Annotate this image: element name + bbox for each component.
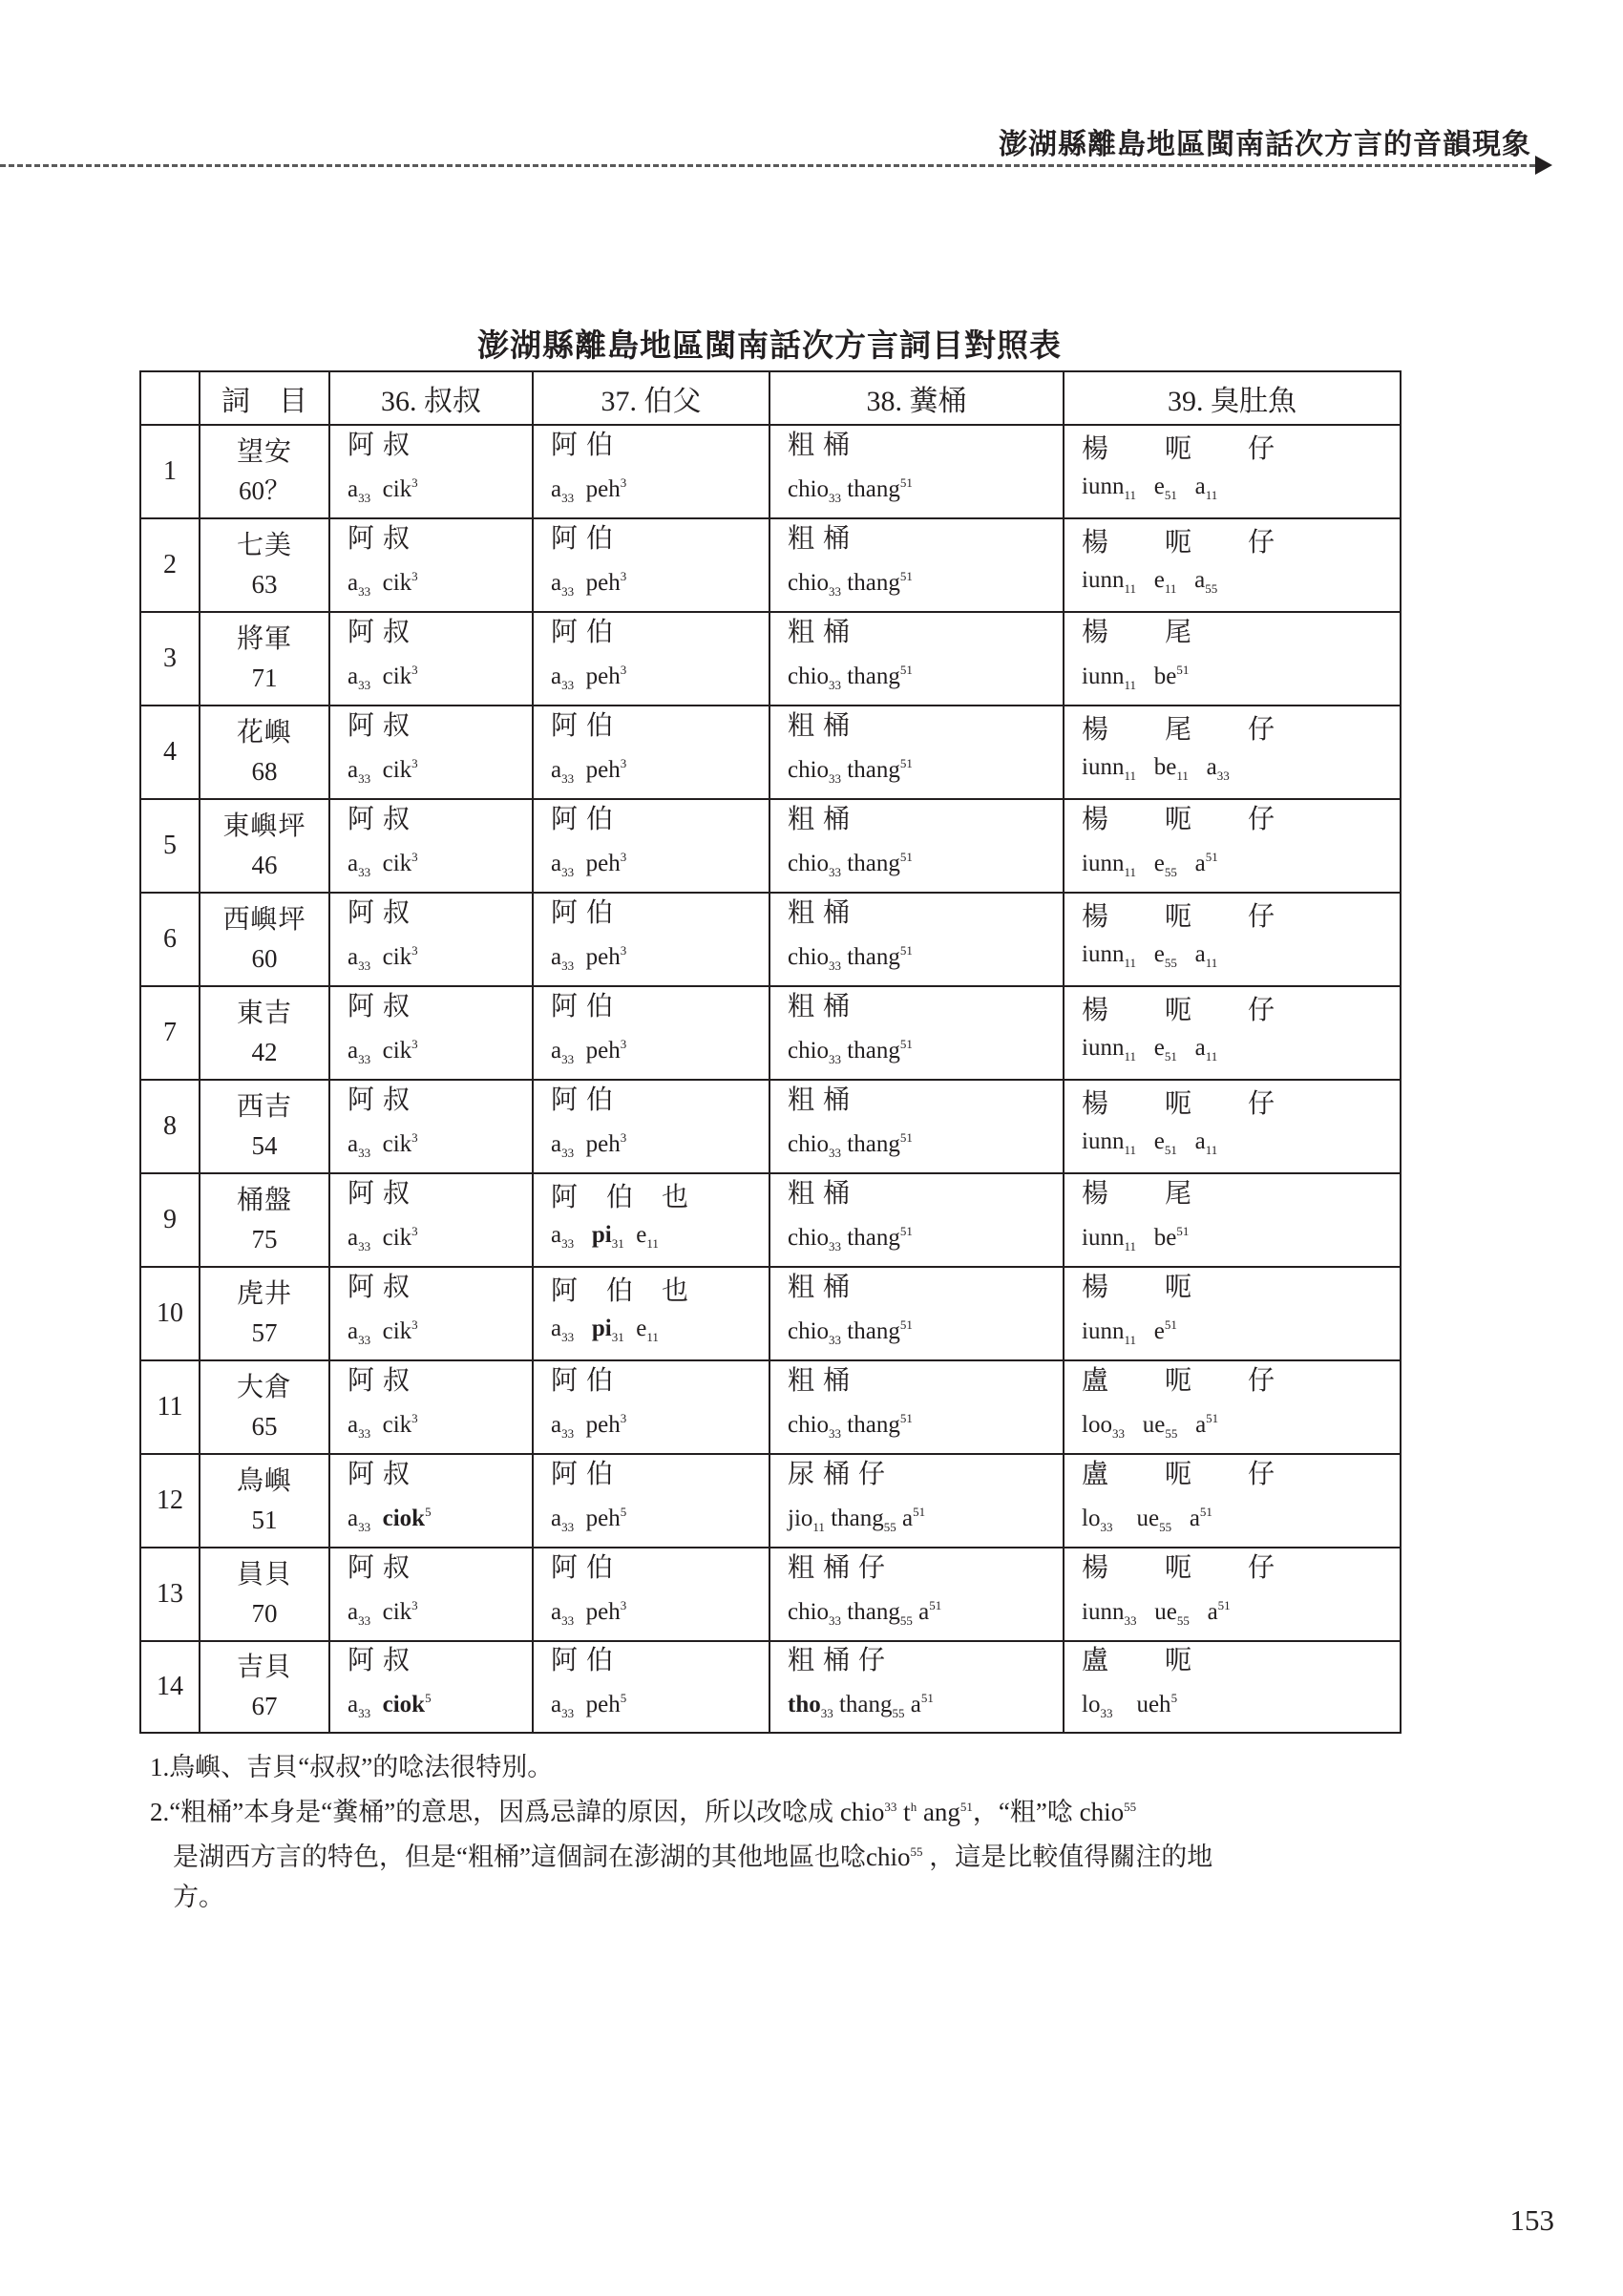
informant-age: 46 <box>251 851 278 879</box>
chinese-characters: 粗 桶 <box>788 524 852 554</box>
informant-cell <box>200 612 329 706</box>
place-name: 吉貝 <box>236 1653 292 1682</box>
romanization: $a_{33}$ peh$^5$ <box>551 1691 627 1720</box>
chinese-characters: 阿 叔 <box>348 524 411 554</box>
informant-cell <box>200 1267 329 1360</box>
chinese-characters: 盧 呃 <box>1082 1646 1193 1675</box>
romanization: chio$_{33}$ thang$^{51}$ <box>788 850 913 879</box>
informant-age: 75 <box>251 1225 278 1253</box>
romanization: $a_{33}$ peh$^3$ <box>551 943 627 973</box>
chinese-characters: 楊 呃 仔 <box>1082 527 1276 558</box>
header-rabbitfish: 39. 臭肚魚 <box>1064 371 1401 425</box>
footnote-2-line-2: 是湖西方言的特色，但是“粗桶”這個詞在澎湖的其他地區也唸chio$^{55}$ ，這是比較值得關注的地 <box>173 1843 1213 1871</box>
chinese-characters: 粗 桶 <box>788 898 852 928</box>
romanization: chio$_{33}$ thang$_{55}$ $a^{51}$ <box>788 1598 942 1628</box>
header-elder-uncle: 37. 伯父 <box>533 371 769 425</box>
form-cell-c38 <box>769 1454 1064 1548</box>
chinese-characters: 阿 伯 <box>551 1646 615 1675</box>
table-row <box>140 1080 1401 1173</box>
romanization: iunn$_{11}$ $e_{51}$ $a_{11}$ <box>1082 473 1218 502</box>
chinese-characters: 阿 叔 <box>348 1646 411 1675</box>
romanization: $a_{33}$ cik$^3$ <box>348 1411 418 1441</box>
romanization: chio$_{33}$ thang$^{51}$ <box>788 1130 913 1160</box>
form-cell-c36 <box>329 799 533 893</box>
informant-cell <box>200 799 329 893</box>
form-cell-c37 <box>533 1173 769 1267</box>
romanization: $a_{33}$ cik$^3$ <box>348 1317 418 1347</box>
form-cell-c36 <box>329 1454 533 1548</box>
chinese-characters: 阿 伯 <box>551 431 615 460</box>
chinese-characters: 阿 叔 <box>348 711 411 741</box>
romanization: chio$_{33}$ thang$^{51}$ <box>788 475 913 505</box>
table-row <box>140 1360 1401 1454</box>
form-cell-c37 <box>533 425 769 518</box>
form-cell-c36 <box>329 612 533 706</box>
form-cell-c37 <box>533 986 769 1080</box>
row-number: 10 <box>140 1267 200 1360</box>
chinese-characters: 阿 伯 也 <box>551 1182 690 1212</box>
form-cell-c36 <box>329 1173 533 1267</box>
form-cell-c39 <box>1064 799 1401 893</box>
chinese-characters: 阿 伯 <box>551 1553 615 1583</box>
romanization: $lo_{33}$ $ue_{55}$ $a^{51}$ <box>1082 1505 1212 1534</box>
form-cell-c39 <box>1064 1080 1401 1173</box>
form-cell-c38 <box>769 1173 1064 1267</box>
chinese-characters: 粗 桶 <box>788 431 852 460</box>
table-row <box>140 518 1401 612</box>
chinese-characters: 阿 伯 <box>551 1366 615 1396</box>
chinese-characters: 阿 伯 <box>551 711 615 741</box>
row-number: 1 <box>140 425 200 518</box>
row-number: 13 <box>140 1548 200 1641</box>
romanization: $a_{33}$ cik$^3$ <box>348 943 418 973</box>
footnote-1: 1.鳥嶼、吉貝“叔叔”的唸法很特別。 <box>150 1753 554 1781</box>
romanization: iunn$_{11}$ $be_{11}$ $a_{33}$ <box>1082 753 1230 783</box>
informant-age: 63 <box>251 570 278 599</box>
romanization: $a_{33}$ ciok$^5$ <box>348 1691 432 1720</box>
header-item: 詞 目 <box>200 371 329 425</box>
chinese-characters: 阿 伯 <box>551 805 615 834</box>
chinese-characters: 阿 伯 <box>551 1460 615 1489</box>
informant-age: 42 <box>251 1038 278 1066</box>
place-name: 望安 <box>236 437 292 467</box>
form-cell-c39 <box>1064 1173 1401 1267</box>
romanization: iunn$_{11}$ $e_{55}$ $a_{11}$ <box>1082 940 1218 970</box>
form-cell-c36 <box>329 425 533 518</box>
form-cell-c36 <box>329 1641 533 1733</box>
romanization: $a_{33}$ peh$^3$ <box>551 1130 627 1160</box>
chinese-characters: 粗 桶 <box>788 1366 852 1396</box>
romanization: $a_{33}$ cik$^3$ <box>348 1037 418 1066</box>
table-row <box>140 706 1401 799</box>
informant-age: 70 <box>251 1599 278 1628</box>
table-row <box>140 893 1401 986</box>
header-dashed-rule <box>0 164 1535 167</box>
row-number: 9 <box>140 1173 200 1267</box>
romanization: $a_{33}$ cik$^3$ <box>348 475 418 505</box>
footnotes <box>150 1747 1410 1917</box>
chinese-characters: 楊 尾 <box>1082 618 1193 647</box>
chinese-characters: 阿 伯 也 <box>551 1275 690 1306</box>
romanization: $a_{33}$ peh$^3$ <box>551 663 627 692</box>
form-cell-c38 <box>769 1267 1064 1360</box>
page-number: 153 <box>1509 2203 1554 2237</box>
form-cell-c36 <box>329 1548 533 1641</box>
form-cell-c37 <box>533 1360 769 1454</box>
chinese-characters: 阿 叔 <box>348 1273 411 1302</box>
form-cell-c37 <box>533 799 769 893</box>
form-cell-c38 <box>769 986 1064 1080</box>
table-row <box>140 425 1401 518</box>
chinese-characters: 阿 叔 <box>348 898 411 928</box>
romanization: iunn$_{11}$ $e_{11}$ $a_{55}$ <box>1082 566 1218 596</box>
row-number: 2 <box>140 518 200 612</box>
place-name: 東嶼坪 <box>222 811 306 841</box>
informant-cell <box>200 1080 329 1173</box>
romanization: $a_{33}$ $pi_{31}$ $e_{11}$ <box>551 1315 659 1344</box>
place-name: 花嶼 <box>236 718 292 748</box>
row-number: 5 <box>140 799 200 893</box>
form-cell-c36 <box>329 986 533 1080</box>
form-cell-c38 <box>769 1641 1064 1733</box>
informant-age: 57 <box>251 1318 278 1347</box>
place-name: 虎井 <box>236 1279 292 1309</box>
footnote-2-line-1: 2.“粗桶”本身是“糞桶”的意思，因爲忌諱的原因，所以改唸成 chio$^{33}$ $t^h$ ang$^{51}$，“粗”唸 chio$^{55}$ <box>150 1798 1137 1826</box>
form-cell-c39 <box>1064 1360 1401 1454</box>
place-name: 西嶼坪 <box>222 905 306 935</box>
row-number: 3 <box>140 612 200 706</box>
chinese-characters: 粗 桶 仔 <box>788 1553 887 1583</box>
form-cell-c37 <box>533 1267 769 1360</box>
romanization: chio$_{33}$ thang$^{51}$ <box>788 569 913 599</box>
form-cell-c38 <box>769 706 1064 799</box>
romanization: $a_{33}$ peh$^3$ <box>551 756 627 786</box>
informant-age: 51 <box>251 1506 278 1534</box>
form-cell-c37 <box>533 1454 769 1548</box>
romanization: chio$_{33}$ thang$^{51}$ <box>788 756 913 786</box>
running-head-title: 澎湖縣離島地區閩南話次方言的音韻現象 <box>999 128 1531 161</box>
informant-cell <box>200 1548 329 1641</box>
romanization: $a_{33}$ peh$^3$ <box>551 475 627 505</box>
table-row <box>140 1641 1401 1733</box>
form-cell-c39 <box>1064 1641 1401 1733</box>
chinese-characters: 阿 叔 <box>348 992 411 1022</box>
chinese-characters: 阿 叔 <box>348 1553 411 1583</box>
informant-age: 60？ <box>239 476 290 505</box>
place-name: 大倉 <box>236 1373 292 1402</box>
form-cell-c39 <box>1064 425 1401 518</box>
romanization: $a_{33}$ peh$^3$ <box>551 850 627 879</box>
romanization: $a_{33}$ $pi_{31}$ $e_{11}$ <box>551 1221 659 1251</box>
romanization: $a_{33}$ peh$^3$ <box>551 1598 627 1628</box>
form-cell-c39 <box>1064 986 1401 1080</box>
romanization: $a_{33}$ peh$^3$ <box>551 1411 627 1441</box>
informant-age: 60 <box>251 944 278 973</box>
romanization: iunn$_{33}$ $ue_{55}$ $a^{51}$ <box>1082 1598 1231 1628</box>
informant-cell <box>200 706 329 799</box>
chinese-characters: 阿 伯 <box>551 898 615 928</box>
form-cell-c39 <box>1064 1267 1401 1360</box>
romanization: chio$_{33}$ thang$^{51}$ <box>788 1317 913 1347</box>
chinese-characters: 阿 叔 <box>348 1179 411 1209</box>
header-number <box>140 371 200 425</box>
form-cell-c36 <box>329 893 533 986</box>
informant-age: 67 <box>251 1692 278 1720</box>
row-number: 7 <box>140 986 200 1080</box>
form-cell-c36 <box>329 1360 533 1454</box>
table-title: 澎湖縣離島地區閩南話次方言詞目對照表 <box>477 326 1062 364</box>
romanization: $a_{33}$ peh$^3$ <box>551 1037 627 1066</box>
place-name: 西吉 <box>236 1092 292 1122</box>
informant-cell <box>200 1360 329 1454</box>
place-name: 員貝 <box>236 1560 292 1590</box>
informant-cell <box>200 1454 329 1548</box>
chinese-characters: 楊 尾 <box>1082 1179 1193 1209</box>
header-chamber-pot: 38. 糞桶 <box>769 371 1064 425</box>
romanization: $a_{33}$ cik$^3$ <box>348 756 418 786</box>
chinese-characters: 楊 呃 仔 <box>1082 901 1276 932</box>
form-cell-c36 <box>329 518 533 612</box>
form-cell-c37 <box>533 1548 769 1641</box>
footnote-2-line-3: 方。 <box>173 1883 224 1911</box>
informant-age: 68 <box>251 757 278 786</box>
place-name: 東吉 <box>236 999 292 1028</box>
romanization: iunn$_{11}$ $be^{51}$ <box>1082 663 1190 692</box>
informant-cell <box>200 1173 329 1267</box>
row-number: 14 <box>140 1641 200 1733</box>
header-uncle: 36. 叔叔 <box>329 371 533 425</box>
chinese-characters: 阿 叔 <box>348 431 411 460</box>
romanization: $a_{33}$ cik$^3$ <box>348 569 418 599</box>
chinese-characters: 粗 桶 <box>788 1179 852 1209</box>
place-name: 桶盤 <box>236 1186 292 1215</box>
form-cell-c37 <box>533 612 769 706</box>
informant-cell <box>200 1641 329 1733</box>
form-cell-c37 <box>533 706 769 799</box>
informant-cell <box>200 425 329 518</box>
chinese-characters: 粗 桶 <box>788 1273 852 1302</box>
form-cell-c37 <box>533 1641 769 1733</box>
table-row <box>140 986 1401 1080</box>
form-cell-c38 <box>769 1548 1064 1641</box>
form-cell-c38 <box>769 799 1064 893</box>
romanization: iunn$_{11}$ $be^{51}$ <box>1082 1224 1190 1253</box>
form-cell-c39 <box>1064 612 1401 706</box>
table-row <box>140 1454 1401 1548</box>
chinese-characters: 楊 尾 仔 <box>1082 714 1276 745</box>
informant-cell <box>200 893 329 986</box>
form-cell-c37 <box>533 518 769 612</box>
form-cell-c36 <box>329 1267 533 1360</box>
romanization: $a_{33}$ cik$^3$ <box>348 850 418 879</box>
romanization: iunn$_{11}$ $e_{51}$ $a_{11}$ <box>1082 1127 1218 1157</box>
form-cell-c37 <box>533 1080 769 1173</box>
row-number: 11 <box>140 1360 200 1454</box>
romanization: $a_{33}$ peh$^3$ <box>551 569 627 599</box>
romanization: iunn$_{11}$ $e_{51}$ $a_{11}$ <box>1082 1034 1218 1064</box>
row-number: 6 <box>140 893 200 986</box>
table-header-row <box>140 371 1401 425</box>
romanization: chio$_{33}$ thang$^{51}$ <box>788 1411 913 1441</box>
romanization: $a_{33}$ cik$^3$ <box>348 663 418 692</box>
form-cell-c39 <box>1064 706 1401 799</box>
informant-age: 65 <box>251 1412 278 1441</box>
vocabulary-comparison-table <box>139 370 1402 1734</box>
romanization: iunn$_{11}$ $e_{55}$ $a^{51}$ <box>1082 850 1218 879</box>
form-cell-c39 <box>1064 1454 1401 1548</box>
chinese-characters: 盧 呃 仔 <box>1082 1460 1276 1489</box>
chinese-characters: 楊 呃 仔 <box>1082 805 1276 834</box>
romanization: loo$_{33}$ $ue_{55}$ $a^{51}$ <box>1082 1411 1219 1441</box>
table-row <box>140 612 1401 706</box>
form-cell-c38 <box>769 1080 1064 1173</box>
place-name: 七美 <box>236 531 292 560</box>
form-cell-c39 <box>1064 893 1401 986</box>
chinese-characters: 阿 叔 <box>348 1460 411 1489</box>
chinese-characters: 粗 桶 <box>788 618 852 647</box>
table-row <box>140 1173 1401 1267</box>
romanization: chio$_{33}$ thang$^{51}$ <box>788 663 913 692</box>
chinese-characters: 楊 呃 <box>1082 1273 1193 1302</box>
chinese-characters: 楊 呃 仔 <box>1082 995 1276 1025</box>
romanization: iunn$_{11}$ $e^{51}$ <box>1082 1317 1177 1347</box>
table-row <box>140 1548 1401 1641</box>
form-cell-c37 <box>533 893 769 986</box>
chinese-characters: 楊 呃 仔 <box>1082 1553 1276 1583</box>
romanization: $a_{33}$ cik$^3$ <box>348 1130 418 1160</box>
chinese-characters: 粗 桶 <box>788 1085 852 1115</box>
chinese-characters: 阿 伯 <box>551 524 615 554</box>
romanization: $a_{33}$ ciok$^5$ <box>348 1505 432 1534</box>
informant-cell <box>200 986 329 1080</box>
arrow-right-icon <box>1535 156 1552 175</box>
row-number: 4 <box>140 706 200 799</box>
row-number: 8 <box>140 1080 200 1173</box>
chinese-characters: 粗 桶 <box>788 992 852 1022</box>
chinese-characters: 阿 伯 <box>551 618 615 647</box>
form-cell-c38 <box>769 612 1064 706</box>
romanization: $a_{33}$ cik$^3$ <box>348 1224 418 1253</box>
form-cell-c38 <box>769 893 1064 986</box>
form-cell-c39 <box>1064 518 1401 612</box>
form-cell-c39 <box>1064 1548 1401 1641</box>
informant-age: 54 <box>251 1131 278 1160</box>
romanization: $lo_{33}$ ueh$^5$ <box>1082 1691 1178 1720</box>
chinese-characters: 粗 桶 <box>788 805 852 834</box>
place-name: 鳥嶼 <box>236 1466 292 1496</box>
chinese-characters: 阿 伯 <box>551 992 615 1022</box>
form-cell-c38 <box>769 1360 1064 1454</box>
chinese-characters: 阿 伯 <box>551 1085 615 1115</box>
romanization: chio$_{33}$ thang$^{51}$ <box>788 943 913 973</box>
informant-cell <box>200 518 329 612</box>
chinese-characters: 阿 叔 <box>348 1366 411 1396</box>
romanization: $a_{33}$ cik$^3$ <box>348 1598 418 1628</box>
chinese-characters: 阿 叔 <box>348 618 411 647</box>
chinese-characters: 阿 叔 <box>348 805 411 834</box>
chinese-characters: 尿 桶 仔 <box>788 1460 887 1489</box>
chinese-characters: 阿 叔 <box>348 1085 411 1115</box>
chinese-characters: 楊 呃 仔 <box>1082 1088 1276 1119</box>
chinese-characters: 粗 桶 <box>788 711 852 741</box>
table-row <box>140 799 1401 893</box>
form-cell-c36 <box>329 706 533 799</box>
table-row <box>140 1267 1401 1360</box>
romanization: jio$_{11}$ thang$_{55}$ $a^{51}$ <box>788 1505 926 1534</box>
romanization: tho$_{33}$ thang$_{55}$ $a^{51}$ <box>788 1691 934 1720</box>
romanization: chio$_{33}$ thang$^{51}$ <box>788 1224 913 1253</box>
row-number: 12 <box>140 1454 200 1548</box>
place-name: 將軍 <box>236 624 292 654</box>
romanization: $a_{33}$ peh$^5$ <box>551 1505 627 1534</box>
romanization: chio$_{33}$ thang$^{51}$ <box>788 1037 913 1066</box>
informant-age: 71 <box>251 664 278 692</box>
form-cell-c36 <box>329 1080 533 1173</box>
form-cell-c38 <box>769 425 1064 518</box>
chinese-characters: 盧 呃 仔 <box>1082 1366 1276 1396</box>
chinese-characters: 楊 呃 仔 <box>1082 433 1276 464</box>
form-cell-c38 <box>769 518 1064 612</box>
chinese-characters: 粗 桶 仔 <box>788 1646 887 1675</box>
